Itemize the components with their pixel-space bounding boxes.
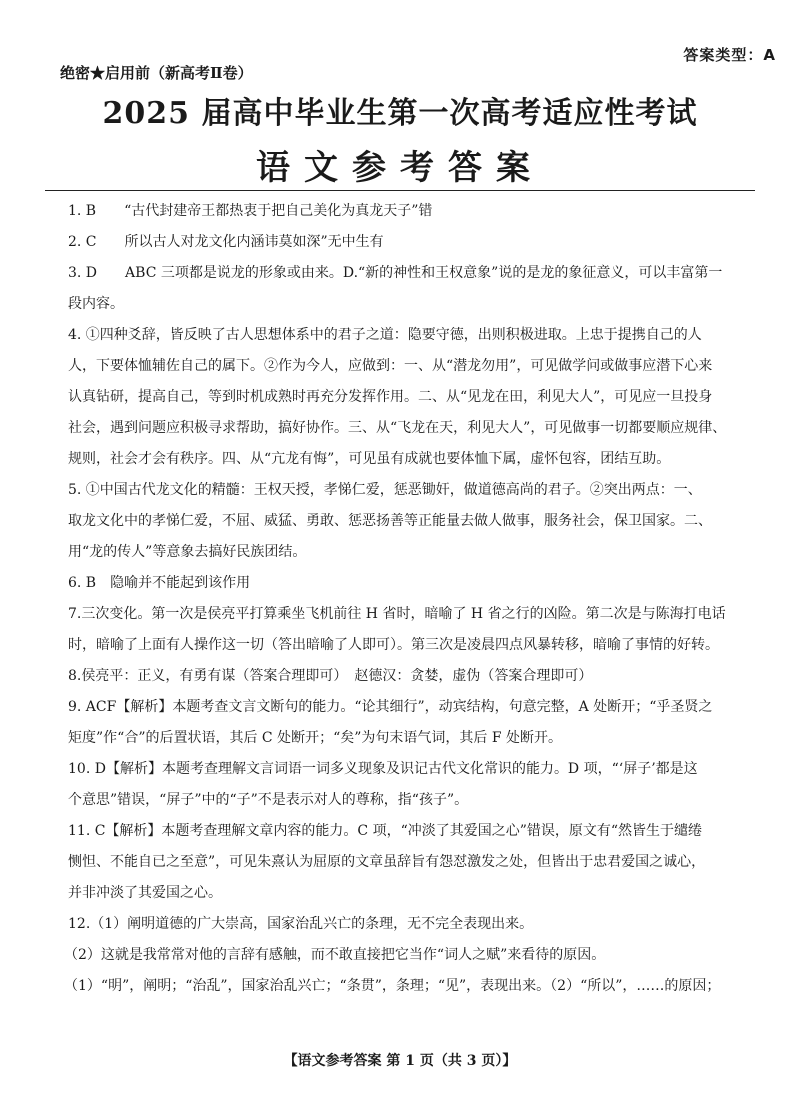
answer-item-9 [68, 692, 744, 754]
answer-line: 2. C 所以古人对龙文化内涵讳莫如深”无中生有 [68, 234, 384, 250]
subject-title: 语文参考答案 [256, 148, 544, 188]
exam-title: 2025 届高中毕业生第一次高考适应性考试 [102, 96, 698, 131]
answer-item-7 [68, 599, 744, 661]
answer-item-8 [68, 661, 744, 692]
answer-item-10 [68, 754, 744, 816]
answer-item-12 [64, 909, 744, 1002]
answer-line: 认真钻研，提高自己，等到时机成熟时再充分发挥作用。二、从“见龙在田，利见大人”，可见应一旦投身 [68, 389, 713, 405]
answer-item-4 [68, 320, 744, 475]
answer-item-1 [68, 196, 744, 227]
answer-line: 人，下要体恤辅佐自己的属下。②作为今人，应做到：一、从“潜龙勿用”，可见做学问或做事应潜下心来 [68, 358, 713, 374]
answer-line: 8.侯亮平：正义，有勇有谋（答案合理即可） 赵德汉：贪婪，虚伪（答案合理即可） [68, 668, 593, 684]
page-footer: 【语文参考答案 第 1 页（共 3 页）】 [283, 1053, 517, 1069]
answer-line: 社会，遇到问题应积极寻求帮助，搞好协作。三、从“飞龙在天，利见大人”，可见做事一切都要顺应规律、 [68, 420, 727, 436]
answer-line: （1）“明”，阐明；“治乱”，国家治乱兴亡；“条贯”，条理；“见”，表现出来。（2）“所以”，……的原因； [64, 978, 721, 994]
answer-list [64, 196, 744, 1002]
answer-type-label: 答案类型：A [683, 46, 776, 64]
answer-line: 矩度”作“合”的后置状语，其后 C 处断开；“矣”为句末语气词，其后 F 处断开。 [68, 730, 563, 746]
answer-line: 6. B 隐喻并不能起到该作用 [68, 575, 251, 591]
answer-line: 取龙文化中的孝悌仁爱，不屈、威猛、勇敢、惩恶扬善等正能量去做人做事，服务社会，保卫国家。二、 [68, 513, 712, 529]
answer-line: 12.（1）阐明道德的广大崇高，国家治乱兴亡的条理，无不完全表现出来。 [68, 916, 534, 932]
answer-line: 4. ①四种爻辞，皆反映了古人思想体系中的君子之道：隐要守德，出则积极进取。上忠于提携自己的人 [68, 327, 702, 343]
answer-item-5 [68, 475, 744, 568]
answer-line: 段内容。 [68, 296, 124, 312]
answer-line: 11. C【解析】本题考查理解文章内容的能力。C 项，“冲淡了其爱国之心”错误，原文有“然皆生于缱绻 [68, 823, 703, 839]
answer-item-3 [68, 258, 744, 320]
answer-item-2 [68, 227, 744, 258]
answer-item-11 [68, 816, 744, 909]
answer-line: 个意思”错误，“屏子”中的“子”不是表示对人的尊称，指“孩子”。 [68, 792, 469, 808]
confidential-notice: 绝密★启用前（新高考Ⅱ卷） [60, 64, 253, 82]
header-divider [45, 190, 755, 191]
answer-line: 3. D ABC 三项都是说龙的形象或由来。D.“新的神性和王权意象”说的是龙的象征意义，可以丰富第一 [68, 265, 723, 281]
answer-line: 规则，社会才会有秩序。四、从“亢龙有悔”，可见虽有成就也要体恤下属，虚怀包容，团结互助。 [68, 451, 671, 467]
answer-line: 5. ①中国古代龙文化的精髓：王权天授，孝悌仁爱，惩恶锄奸，做道德高尚的君子。②突出两点：一、 [68, 482, 702, 498]
answer-line: 9. ACF【解析】本题考查文言文断句的能力。“论其细行”，动宾结构，句意完整，A 处断开；“乎圣贤之 [68, 699, 713, 715]
answer-line: 恻怛、不能自已之至意”，可见朱熹认为屈原的文章虽辞旨有怨怼激发之处，但皆出于忠君爱国之诚心， [68, 854, 706, 870]
answer-line: （2）这就是我常常对他的言辞有感触，而不敢直接把它当作“词人之赋”来看待的原因。 [64, 947, 606, 963]
answer-item-6 [68, 568, 744, 599]
answer-line: 1. B “古代封建帝王都热衷于把自己美化为真龙天子”错 [68, 203, 433, 219]
answer-line: 用“龙的传人”等意象去搞好民族团结。 [68, 544, 307, 560]
answer-line: 10. D【解析】本题考查理解文言词语一词多义现象及识记古代文化常识的能力。D 项，“‘屏子’都是这 [68, 761, 698, 777]
answer-line: 并非冲淡了其爱国之心。 [68, 885, 222, 901]
answer-line: 时，暗喻了上面有人操作这一切（答出暗喻了人即可）。第三次是凌晨四点风暴转移，暗喻了事情的好转。 [68, 637, 719, 653]
answer-line: 7.三次变化。第一次是侯亮平打算乘坐飞机前往 H 省时，暗喻了 H 省之行的凶险。第二次是与陈海打电话 [68, 606, 726, 622]
